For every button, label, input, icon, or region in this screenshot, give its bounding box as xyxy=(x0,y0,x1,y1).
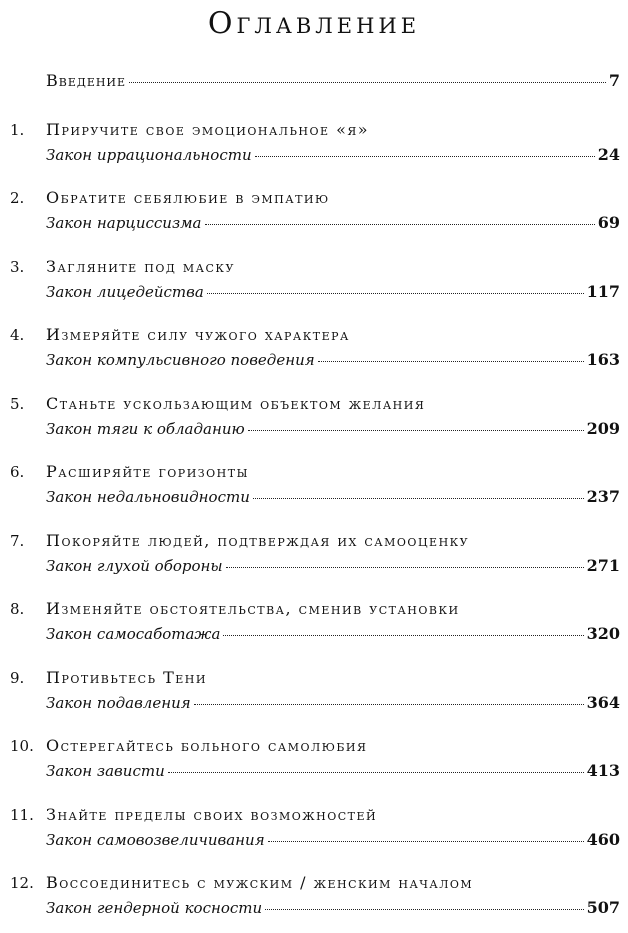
chapter-number: 5. xyxy=(10,395,25,413)
chapter-number: 12. xyxy=(10,874,34,892)
dot-leader xyxy=(223,635,583,636)
toc-chapter-1[interactable] xyxy=(0,120,620,180)
chapter-title: Покоряйте людей, подтверждая их самооценку xyxy=(46,531,470,550)
toc-chapter-6[interactable] xyxy=(0,462,620,522)
page-number: 320 xyxy=(586,624,620,643)
dot-leader xyxy=(265,909,583,910)
chapter-number: 1. xyxy=(10,121,25,139)
chapter-number: 4. xyxy=(10,326,25,344)
dot-leader xyxy=(268,841,584,842)
page-number: 163 xyxy=(586,350,620,369)
chapter-title: Загляните под маску xyxy=(46,257,235,276)
page-number: 364 xyxy=(586,693,620,712)
chapter-law: Закон лицедейства xyxy=(46,283,204,301)
toc-chapter-3[interactable] xyxy=(0,257,620,317)
chapter-law: Закон самовозвеличивания xyxy=(46,831,265,849)
dot-leader xyxy=(194,704,584,705)
chapter-law: Закон подавления xyxy=(46,694,191,712)
page-title: Оглавление xyxy=(207,6,421,41)
chapter-law-line xyxy=(46,556,620,575)
toc-chapter-9[interactable] xyxy=(0,668,620,728)
chapter-law: Закон гендерной косности xyxy=(46,899,263,917)
dot-leader xyxy=(253,498,584,499)
chapter-law-line xyxy=(46,213,620,232)
chapter-law-line xyxy=(46,830,620,849)
toc-entry-label: Введение xyxy=(46,71,127,90)
chapter-law: Закон иррациональности xyxy=(46,146,252,164)
chapter-title: Знайте пределы своих возможностей xyxy=(46,805,378,824)
dot-leader xyxy=(255,156,595,157)
dot-leader xyxy=(205,224,595,225)
chapter-title: Воссоединитесь с мужским / женским началом xyxy=(46,873,474,892)
chapter-law-line xyxy=(46,282,620,301)
dot-leader xyxy=(226,567,584,568)
chapter-title: Остерегайтесь больного самолюбия xyxy=(46,736,368,755)
page-number: 271 xyxy=(586,556,620,575)
chapter-title: Расширяйте горизонты xyxy=(46,462,249,481)
chapter-law: Закон глухой обороны xyxy=(46,557,223,575)
chapter-law: Закон компульсивного поведения xyxy=(46,351,315,369)
chapter-title: Обратите себялюбие в эмпатию xyxy=(46,188,330,207)
chapter-number: 3. xyxy=(10,258,25,276)
page-number: 7 xyxy=(608,71,620,90)
chapter-number: 9. xyxy=(10,669,25,687)
page-number: 507 xyxy=(586,898,620,917)
chapter-title: Измеряйте силу чужого характера xyxy=(46,325,350,344)
toc-chapter-2[interactable] xyxy=(0,188,620,248)
chapter-law-line xyxy=(46,624,620,643)
toc-chapter-10[interactable] xyxy=(0,736,620,796)
chapter-number: 7. xyxy=(10,532,25,550)
page-number: 69 xyxy=(597,213,620,232)
chapter-law-line xyxy=(46,487,620,506)
chapter-title: Противьтесь Тени xyxy=(46,668,207,687)
chapter-law-line xyxy=(46,898,620,917)
toc-chapter-8[interactable] xyxy=(0,599,620,659)
chapter-title: Приручите свое эмоциональное «я» xyxy=(46,120,370,139)
chapter-number: 10. xyxy=(10,737,34,755)
chapter-law: Закон тяги к обладанию xyxy=(46,420,245,438)
page-number: 24 xyxy=(597,145,620,164)
chapter-number: 11. xyxy=(10,806,34,824)
toc-chapter-12[interactable] xyxy=(0,873,620,933)
dot-leader xyxy=(207,293,584,294)
chapter-number: 6. xyxy=(10,463,25,481)
page-number: 460 xyxy=(586,830,620,849)
toc-chapter-7[interactable] xyxy=(0,531,620,591)
page-number: 413 xyxy=(586,761,620,780)
dot-leader xyxy=(129,82,606,83)
chapter-law-line xyxy=(46,419,620,438)
toc-chapter-11[interactable] xyxy=(0,805,620,865)
dot-leader xyxy=(168,772,584,773)
chapter-law: Закон недальновидности xyxy=(46,488,250,506)
chapter-number: 8. xyxy=(10,600,25,618)
toc-chapter-4[interactable] xyxy=(0,325,620,385)
chapter-law-line xyxy=(46,693,620,712)
chapter-law: Закон самосаботажа xyxy=(46,625,221,643)
chapter-law-line xyxy=(46,145,620,164)
dot-leader xyxy=(318,361,584,362)
chapter-title: Станьте ускользающим объектом желания xyxy=(46,394,426,413)
toc-entry-introduction[interactable] xyxy=(46,71,620,90)
chapter-law-line xyxy=(46,350,620,369)
dot-leader xyxy=(248,430,584,431)
chapter-law: Закон нарциссизма xyxy=(46,214,202,232)
chapter-law: Закон зависти xyxy=(46,762,165,780)
chapter-title: Изменяйте обстоятельства, сменив установки xyxy=(46,599,460,618)
page-number: 209 xyxy=(586,419,620,438)
chapter-law-line xyxy=(46,761,620,780)
page-number: 237 xyxy=(586,487,620,506)
chapter-number: 2. xyxy=(10,189,25,207)
page-number: 117 xyxy=(586,282,620,301)
toc-chapter-5[interactable] xyxy=(0,394,620,454)
